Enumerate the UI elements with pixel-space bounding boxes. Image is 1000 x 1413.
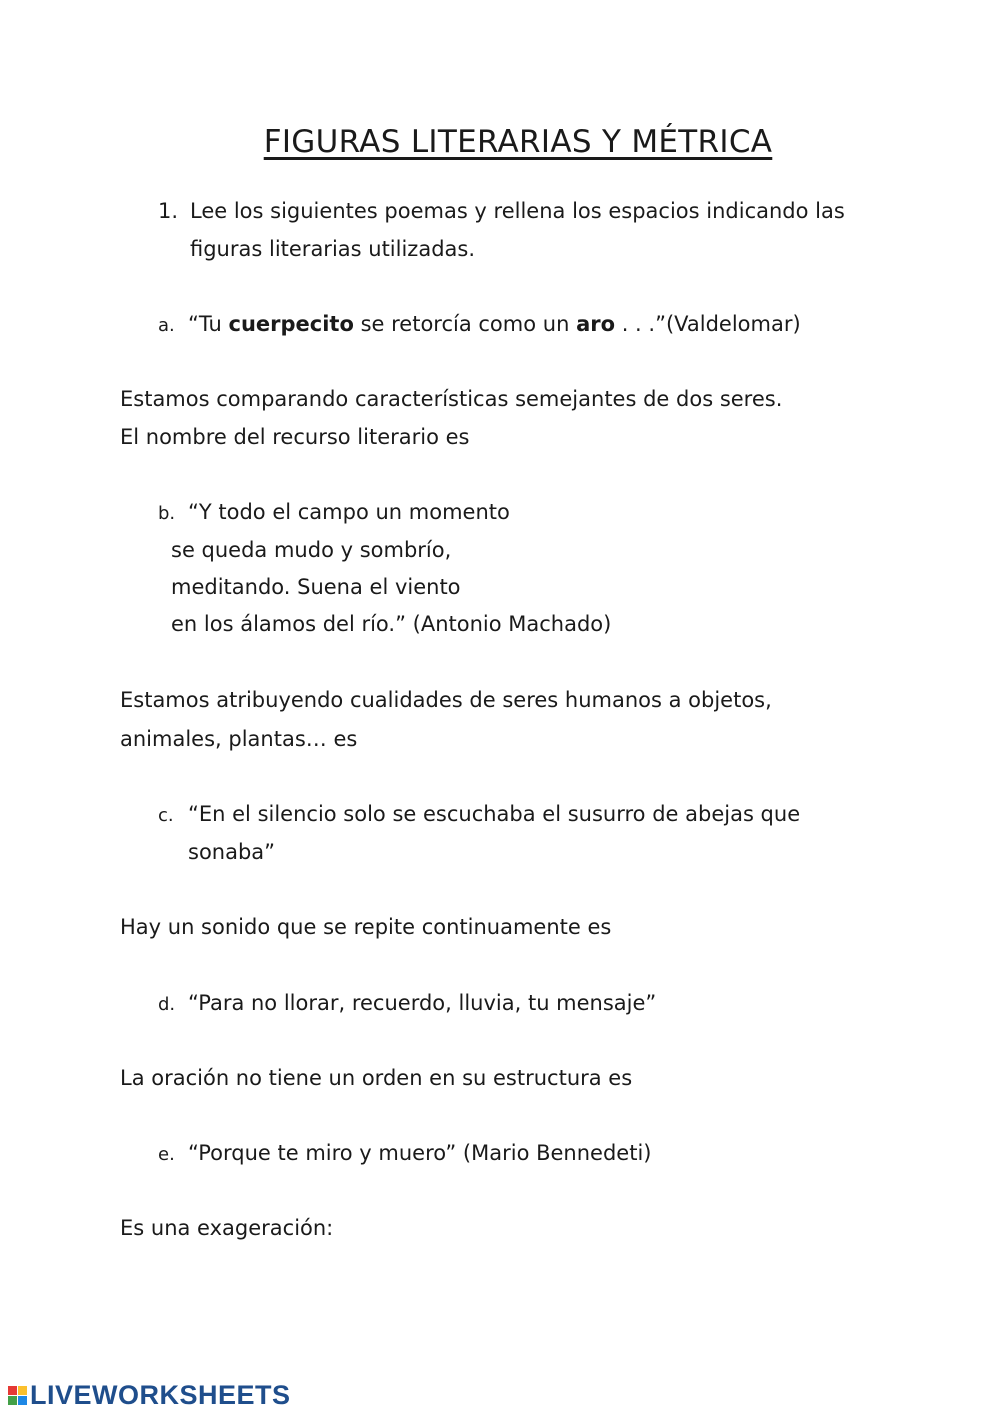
item-b-quote-line-3: meditando. Suena el viento: [171, 575, 461, 599]
item-d-description-1: La oración no tiene un orden en su estructura es: [120, 1066, 633, 1090]
logo-block: [18, 1386, 27, 1395]
page-title: FIGURAS LITERARIAS Y MÉTRICA: [263, 124, 773, 160]
item-b-quote-line-2: se queda mudo y sombrío,: [171, 538, 452, 562]
item-a-description-2: El nombre del recurso literario es: [120, 425, 470, 449]
item-c-letter: c.: [158, 805, 174, 826]
item-d-letter: d.: [158, 994, 176, 1015]
item-e-quote: e. “Porque te miro y muero” (Mario Bennedeti): [158, 1134, 651, 1174]
item-b-quote-line-1: b. “Y todo el campo un momento: [158, 493, 510, 533]
item-a-quote: a. “Tu cuerpecito se retorcía como un aro . . .”(Valdelomar): [158, 305, 801, 345]
logo-block: [8, 1396, 17, 1405]
instruction-line-1: 1. Lee los siguientes poemas y rellena los espacios indicando las: [158, 192, 845, 230]
item-b-description-2: animales, plantas… es: [120, 727, 358, 751]
logo-block: [8, 1386, 17, 1395]
item-e-letter: e.: [158, 1144, 175, 1165]
item-b-letter: b.: [158, 503, 176, 524]
item-b-quote-line-4: en los álamos del río.” (Antonio Machado): [171, 612, 612, 636]
logo-blocks-icon: [8, 1386, 27, 1405]
instruction-number: 1.: [158, 199, 179, 223]
item-c-description-1: Hay un sonido que se repite continuamente es: [120, 915, 612, 939]
item-d-quote: d. “Para no llorar, recuerdo, lluvia, tu mensaje”: [158, 984, 656, 1024]
instruction-line-2: figuras literarias utilizadas.: [190, 237, 476, 261]
item-a-description-1: Estamos comparando características semejantes de dos seres.: [120, 387, 783, 411]
item-b-description-1: Estamos atribuyendo cualidades de seres humanos a objetos,: [120, 688, 772, 712]
item-a-letter: a.: [158, 315, 175, 336]
item-c-quote-line-1: c. “En el silencio solo se escuchaba el susurro de abejas que: [158, 795, 800, 835]
logo-text: LIVEWORKSHEETS: [30, 1379, 291, 1410]
item-e-description-1: Es una exageración:: [120, 1216, 334, 1240]
logo-block: [18, 1396, 27, 1405]
item-c-quote-line-2: sonaba”: [188, 840, 276, 864]
liveworksheets-logo[interactable]: [8, 1378, 291, 1412]
